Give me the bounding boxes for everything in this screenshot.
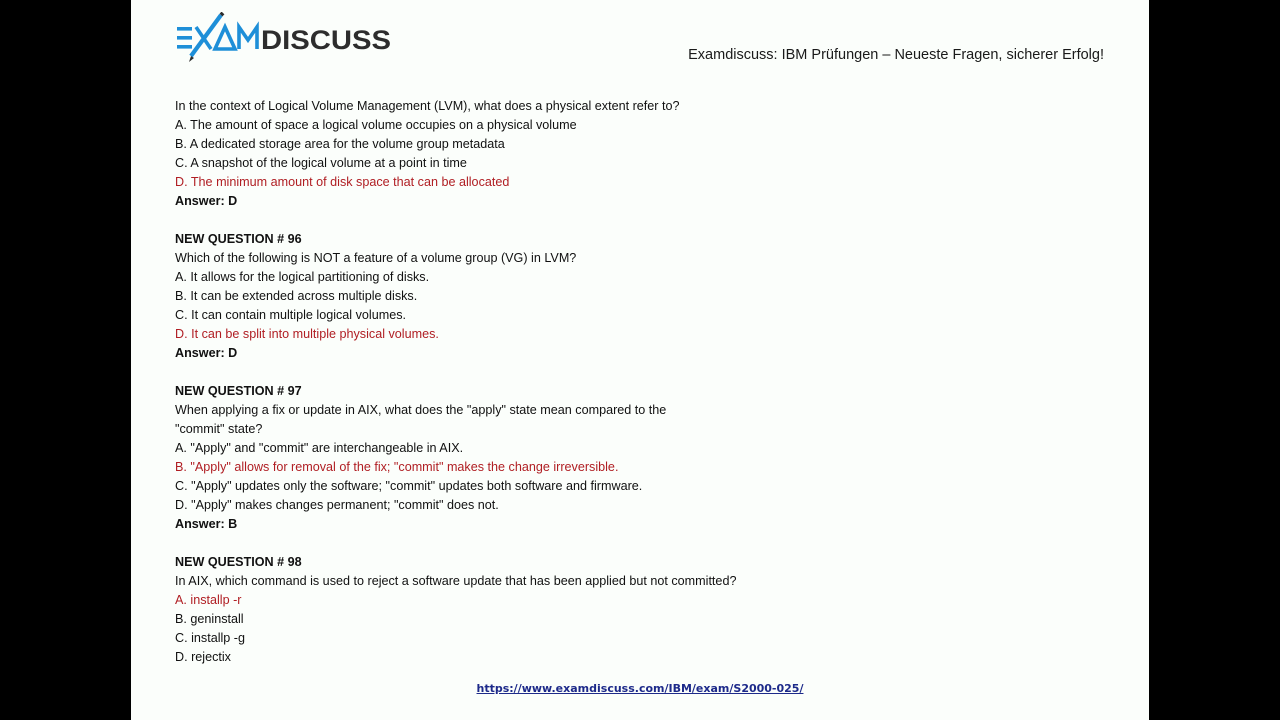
- examdiscuss-logo: [175, 12, 395, 66]
- question-block: [175, 553, 1115, 667]
- option-c: C. It can contain multiple logical volumes.: [175, 308, 406, 322]
- question-text: In the context of Logical Volume Management (LVM), what does a physical extent refer to?: [175, 99, 680, 113]
- option-b: B. A dedicated storage area for the volume group metadata: [175, 137, 505, 151]
- option-b: B. It can be extended across multiple disks.: [175, 289, 418, 303]
- question-header: NEW QUESTION # 97: [175, 384, 302, 398]
- option-d-correct: D. The minimum amount of disk space that can be allocated: [175, 175, 510, 189]
- question-block: [175, 230, 1115, 363]
- svg-text:DISCUSS: DISCUSS: [261, 25, 391, 55]
- answer-label: Answer: D: [175, 194, 238, 208]
- answer-label: Answer: B: [175, 517, 238, 531]
- option-d-correct: D. It can be split into multiple physical volumes.: [175, 327, 439, 341]
- option-a: A. It allows for the logical partitioning of disks.: [175, 270, 430, 284]
- option-c: C. A snapshot of the logical volume at a point in time: [175, 156, 467, 170]
- document-page: [131, 0, 1149, 720]
- logo-e-glyph: [177, 27, 192, 49]
- option-c: C. "Apply" updates only the software; "commit" updates both software and firmware.: [175, 479, 643, 493]
- question-header: NEW QUESTION # 96: [175, 232, 302, 246]
- spacer: [175, 534, 1115, 553]
- answer-label: Answer: D: [175, 346, 238, 360]
- question-block: [175, 97, 1115, 211]
- option-b: B. geninstall: [175, 612, 244, 626]
- header-tagline: Examdiscuss: IBM Prüfungen – Neueste Fragen, sicherer Erfolg!: [688, 47, 1104, 63]
- exam-url-link[interactable]: https://www.examdiscuss.com/IBM/exam/S2000-025/: [476, 682, 804, 695]
- pencil-icon: [189, 13, 223, 62]
- option-a: A. "Apply" and "commit" are interchangeable in AIX.: [175, 441, 464, 455]
- questions-content: [175, 97, 1115, 667]
- option-a: A. The amount of space a logical volume occupies on a physical volume: [175, 118, 577, 132]
- option-b-correct: B. "Apply" allows for removal of the fix; "commit" makes the change irreversible.: [175, 460, 619, 474]
- spacer: [175, 363, 1115, 382]
- question-text: Which of the following is NOT a feature of a volume group (VG) in LVM?: [175, 251, 577, 265]
- option-c: C. installp -g: [175, 631, 245, 645]
- question-text: In AIX, which command is used to reject a software update that has been applied but not committed?: [175, 574, 737, 588]
- question-text-line-1: When applying a fix or update in AIX, what does the "apply" state mean compared to the: [175, 403, 667, 417]
- option-a-correct: A. installp -r: [175, 593, 242, 607]
- question-header: NEW QUESTION # 98: [175, 555, 302, 569]
- spacer: [175, 211, 1115, 230]
- option-d: D. rejectix: [175, 650, 231, 664]
- question-text-line-2: "commit" state?: [175, 422, 263, 436]
- question-block: [175, 382, 1115, 534]
- option-d: D. "Apply" makes changes permanent; "commit" does not.: [175, 498, 499, 512]
